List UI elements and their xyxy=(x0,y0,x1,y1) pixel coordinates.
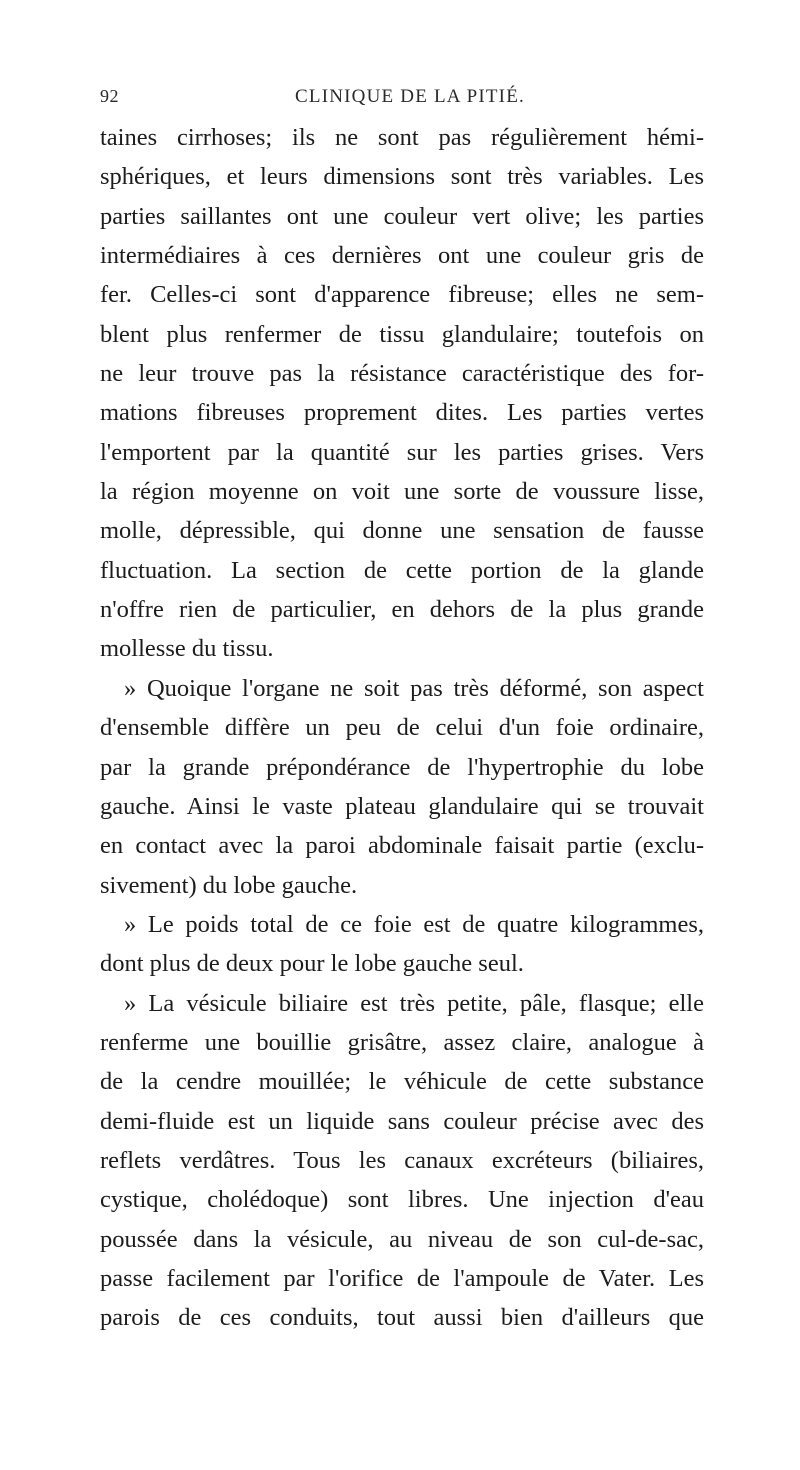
text-line: mollesse du tissu. xyxy=(100,635,274,663)
text-line: reflets verdâtres. Tous les canaux excréteurs (biliaires, xyxy=(100,1146,704,1174)
text-line: » Le poids total de ce foie est de quatre kilogrammes, xyxy=(124,910,704,938)
text-line: gauche. Ainsi le vaste plateau glandulaire qui se trouvait xyxy=(100,792,704,820)
text-line: » Quoique l'organe ne soit pas très déformé, son aspect xyxy=(124,674,704,702)
text-line: ne leur trouve pas la résistance caractéristique des for- xyxy=(100,360,704,388)
text-line: mations fibreuses proprement dites. Les parties vertes xyxy=(100,399,704,427)
text-line: demi-fluide est un liquide sans couleur précise avec des xyxy=(100,1107,704,1135)
text-line: » La vésicule biliaire est très petite, pâle, flasque; elle xyxy=(124,989,704,1017)
text-line: molle, dépressible, qui donne une sensation de fausse xyxy=(100,517,704,545)
body-text xyxy=(100,118,704,1338)
text-line: cystique, cholédoque) sont libres. Une injection d'eau xyxy=(100,1186,704,1214)
text-line: l'emportent par la quantité sur les parties grises. Vers xyxy=(100,438,704,466)
text-line: fluctuation. La section de cette portion de la glande xyxy=(100,556,704,584)
text-line: renferme une bouillie grisâtre, assez claire, analogue à xyxy=(100,1028,704,1056)
text-line: dont plus de deux pour le lobe gauche seul. xyxy=(100,950,524,978)
text-line: sivement) du lobe gauche. xyxy=(100,871,358,899)
text-line: intermédiaires à ces dernières ont une couleur gris de xyxy=(100,242,704,270)
text-line: parois de ces conduits, tout aussi bien d'ailleurs que xyxy=(100,1304,704,1332)
text-line: fer. Celles-ci sont d'apparence fibreuse; elles ne sem- xyxy=(100,281,704,309)
running-head xyxy=(100,86,720,116)
text-line: n'offre rien de particulier, en dehors de la plus grande xyxy=(100,596,704,624)
text-line: poussée dans la vésicule, au niveau de son cul-de-sac, xyxy=(100,1225,704,1253)
text-line: blent plus renfermer de tissu glandulaire; toutefois on xyxy=(100,320,704,348)
text-line: en contact avec la paroi abdominale faisait partie (exclu- xyxy=(100,832,704,860)
text-line: la région moyenne on voit une sorte de voussure lisse, xyxy=(100,478,704,506)
text-line: d'ensemble diffère un peu de celui d'un foie ordinaire, xyxy=(100,714,704,742)
page-number: 92 xyxy=(100,86,119,106)
text-line: de la cendre mouillée; le véhicule de cette substance xyxy=(100,1068,704,1096)
text-line: taines cirrhoses; ils ne sont pas régulièrement hémi- xyxy=(100,124,704,151)
text-line: sphériques, et leurs dimensions sont très variables. Les xyxy=(100,163,704,191)
running-title: CLINIQUE DE LA PITIÉ. xyxy=(295,86,525,107)
text-line: par la grande prépondérance de l'hypertrophie du lobe xyxy=(100,753,704,781)
text-line: parties saillantes ont une couleur vert olive; les parties xyxy=(100,202,704,230)
text-line: passe facilement par l'orifice de l'ampoule de Vater. Les xyxy=(100,1264,704,1292)
